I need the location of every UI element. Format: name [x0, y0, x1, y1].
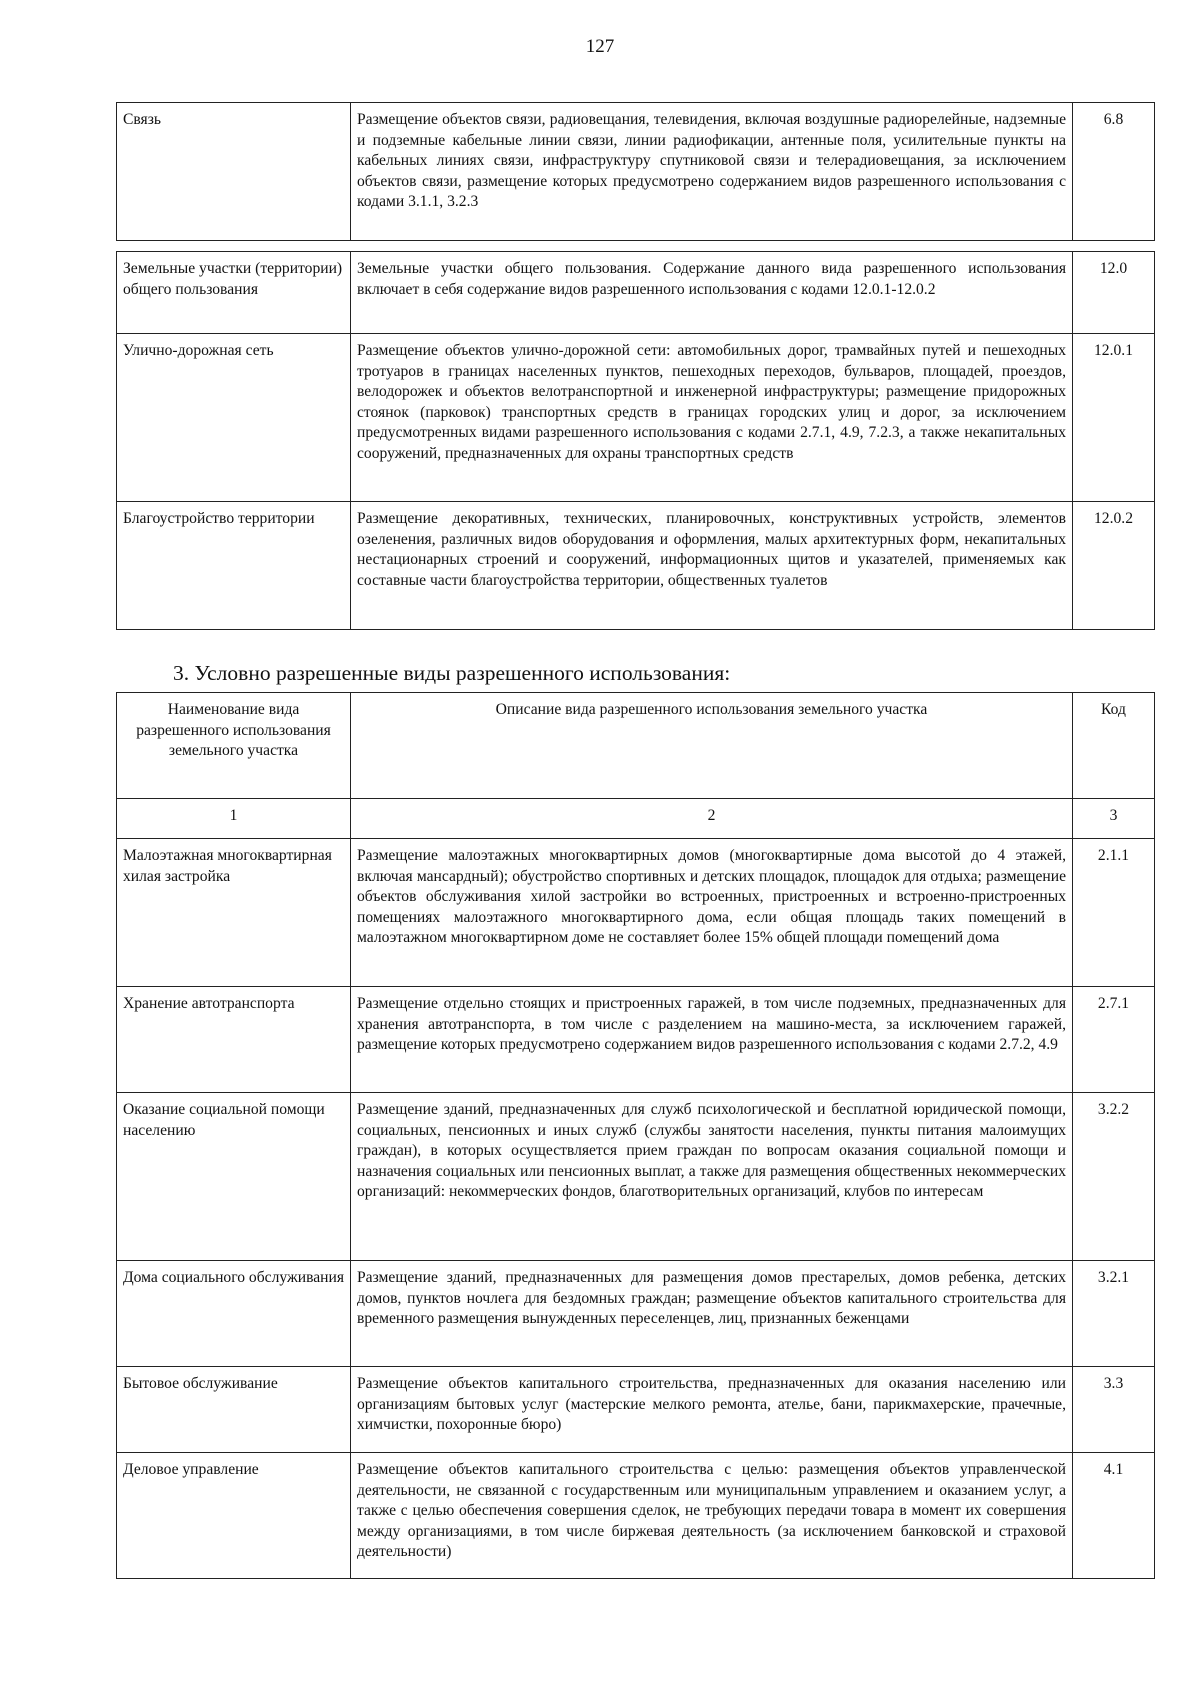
table-public-land: [116, 251, 1155, 630]
use-type-description: Размещение объектов капитального строительства с целью: размещения объектов управленческой деятельности, не связанной с государственным или муниципальным управлением и оказанием услуг, а также с целью обеспечения совершения сделок, не требующих передачи товара в момент их совершения между организациями, в том числе биржевая деятельность (за исключением банковской и страховой деятельности): [351, 1453, 1073, 1579]
use-type-name: Связь: [117, 103, 351, 241]
use-type-name: Бытовое обслуживание: [117, 1367, 351, 1453]
use-type-name: Деловое управление: [117, 1453, 351, 1579]
use-type-code: 12.0: [1073, 252, 1155, 334]
use-type-code: 12.0.1: [1073, 334, 1155, 502]
use-type-code: 3.3: [1073, 1367, 1155, 1453]
use-type-name: Дома социального обслуживания: [117, 1261, 351, 1367]
column-number: 2: [351, 799, 1073, 839]
use-type-description: Размещение объектов связи, радиовещания, телевидения, включая воздушные радиорелейные, надземные и подземные кабельные линии связи, линии радиофикации, антенные поля, усилительные пункты на кабельных линиях связи, инфраструктуру спутниковой связи и телерадиовещания, за исключением объектов связи, размещение которых предусмотрено содержанием видов разрешенного использования с кодами 3.1.1, 3.2.3: [351, 103, 1073, 241]
use-type-description: Размещение объектов улично-дорожной сети: автомобильных дорог, трамвайных путей и пешеходных тротуаров в границах населенных пунктов, пешеходных переходов, бульваров, площадей, проездов, велодорожек и объектов велотранспортной и инженерной инфраструктуры; размещение придорожных стоянок (парковок) транспортных средств в границах городских улиц и дорог, за исключением предусмотренных видами разрешенного использования с кодами 2.7.1, 4.9, 7.2.3, а также некапитальных сооружений, предназначенных для охраны транспортных средств: [351, 334, 1073, 502]
table-row: [117, 1453, 1155, 1579]
column-number: 1: [117, 799, 351, 839]
use-type-description: Размещение зданий, предназначенных для служб психологической и бесплатной юридической помощи, социальных, пенсионных и иных служб (службы занятости населения, пункты питания малоимущих граждан), в которых осуществляется прием граждан по вопросам оказания социальной помощи и назначения социальных или пенсионных выплат, а также для размещения общественных некоммерческих организаций: некоммерческих фондов, благотворительных организаций, клубов по интересам: [351, 1093, 1073, 1261]
use-type-name: Хранение автотранспорта: [117, 987, 351, 1093]
use-type-description: Размещение объектов капитального строительства, предназначенных для оказания населению или организациям бытовых услуг (мастерские мелкого ремонта, ателье, бани, парикмахерские, прачечные, химчистки, похоронные бюро): [351, 1367, 1073, 1453]
use-type-description: Размещение отдельно стоящих и пристроенных гаражей, в том числе подземных, предназначенных для хранения автотранспорта, в том числе с разделением на машино-места, за исключением гаражей, размещение которых предусмотрено содержанием видов разрешенного использования с кодами 2.7.2, 4.9: [351, 987, 1073, 1093]
table-row: [117, 502, 1155, 630]
use-type-description: Земельные участки общего пользования. Содержание данного вида разрешенного использования включает в себя содержание видов разрешенного использования с кодами 12.0.1-12.0.2: [351, 252, 1073, 334]
use-type-code: 6.8: [1073, 103, 1155, 241]
use-type-description: Размещение декоративных, технических, планировочных, конструктивных устройств, элементов озеленения, различных видов оборудования и оформления, малых архитектурных форм, некапитальных нестационарных строений и сооружений, информационных щитов и указателей, применяемых как составные части благоустройства территории, общественных туалетов: [351, 502, 1073, 630]
use-type-name: Улично-дорожная сеть: [117, 334, 351, 502]
column-header-description: Описание вида разрешенного использования земельного участка: [351, 693, 1073, 799]
use-type-description: Размещение малоэтажных многоквартирных домов (многоквартирные дома высотой до 4 этажей, включая мансардный); обустройство спортивных и детских площадок, площадок для отдыха; размещение объектов обслуживания хилой застройки во встроенных, пристроенных и встроенно-пристроенных помещениях малоэтажного многоквартирного дома, если общая площадь таких помещений в малоэтажном многоквартирном доме не составляет более 15% общей площади помещений дома: [351, 839, 1073, 987]
column-number: 3: [1073, 799, 1155, 839]
table-communications: [116, 102, 1155, 241]
use-type-code: 4.1: [1073, 1453, 1155, 1579]
column-header-name: Наименование вида разрешенного использования земельного участка: [117, 693, 351, 799]
table-row: [117, 1367, 1155, 1453]
table-row: [117, 1093, 1155, 1261]
use-type-code: 3.2.2: [1073, 1093, 1155, 1261]
use-type-name: Оказание социальной помощи населению: [117, 1093, 351, 1261]
column-numbering-row: [117, 799, 1155, 839]
use-type-description: Размещение зданий, предназначенных для размещения домов престарелых, домов ребенка, детских домов, пунктов ночлега для бездомных граждан; размещение объектов капитального строительства для временного размещения вынужденных переселенцев, лиц, признанных беженцами: [351, 1261, 1073, 1367]
table-row: [117, 839, 1155, 987]
use-type-name: Малоэтажная многоквартирная хилая застройка: [117, 839, 351, 987]
use-type-code: 2.7.1: [1073, 987, 1155, 1093]
use-type-name: Благоустройство территории: [117, 502, 351, 630]
use-type-code: 12.0.2: [1073, 502, 1155, 630]
section-heading: 3. Условно разрешенные виды разрешенного использования:: [173, 661, 731, 685]
use-type-code: 3.2.1: [1073, 1261, 1155, 1367]
column-header-code: Код: [1073, 693, 1155, 799]
table-row: [117, 1261, 1155, 1367]
table-row: [117, 334, 1155, 502]
table-conditional-uses: [116, 692, 1155, 1579]
table-row: [117, 103, 1155, 241]
use-type-code: 2.1.1: [1073, 839, 1155, 987]
table-header-row: [117, 693, 1155, 799]
use-type-name: Земельные участки (территории) общего пользования: [117, 252, 351, 334]
table-row: [117, 987, 1155, 1093]
table-row: [117, 252, 1155, 334]
page-number: 127: [585, 36, 615, 57]
